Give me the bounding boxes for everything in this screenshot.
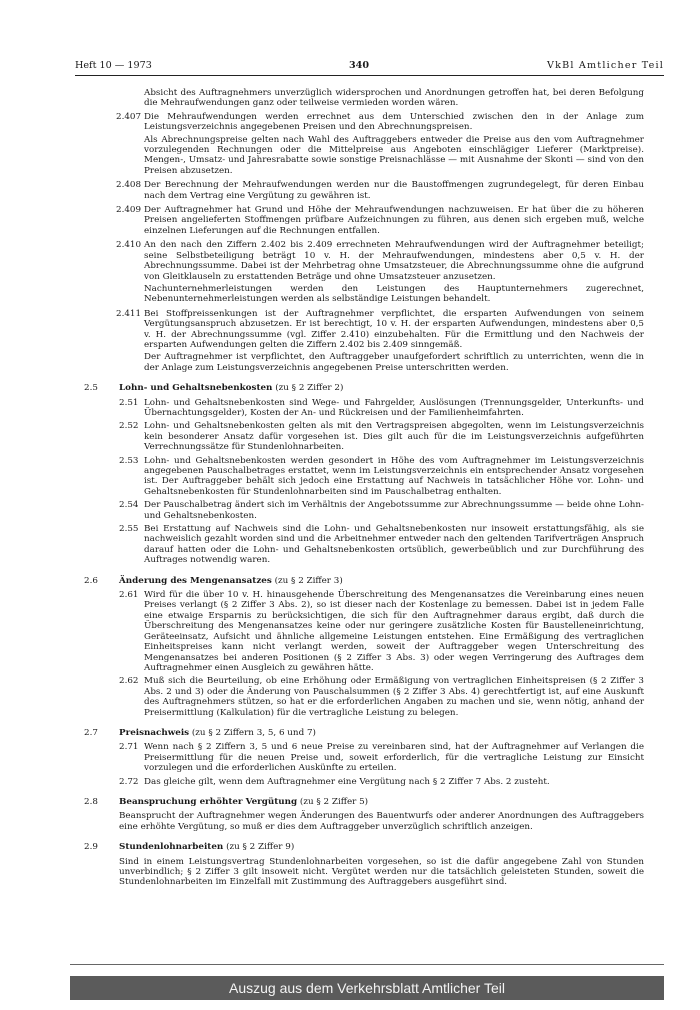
- footer-banner: Auszug aus dem Verkehrsblatt Amtlicher Teil: [70, 976, 664, 1000]
- section-number: 2.6: [84, 575, 98, 586]
- section-reference: (zu § 2 Ziffer 9): [226, 842, 295, 853]
- page-number: 340: [349, 60, 370, 71]
- clause-2409: [84, 205, 644, 236]
- clause-2407: [84, 112, 644, 176]
- section-title: Lohn- und Gehaltsnebenkosten: [119, 383, 273, 394]
- clause-number: 2.51: [119, 397, 139, 408]
- section-heading-2-5: [84, 383, 644, 393]
- clause-254: [84, 500, 644, 521]
- clause-number: 2.53: [119, 455, 139, 466]
- header-divider: [75, 75, 664, 76]
- clause-number: 2.411: [116, 308, 142, 319]
- clause-number: 2.407: [116, 111, 142, 122]
- clause-272: [84, 777, 644, 787]
- clause-261: [84, 590, 644, 673]
- clause-text: Wenn nach § 2 Ziffern 3, 5 und 6 neue Preise zu vereinbaren sind, hat der Auftragnehmer auf Verlangen die Preisermittlung für die neuen Preise und, soweit erforderlich, für die vertragliche Leistung zur Einsicht vorzulegen und die erforderlichen Auskünfte zu erteilen.: [144, 742, 644, 774]
- section-heading-2-9: [84, 842, 644, 852]
- clause-text: Der Berechnung der Mehraufwendungen werden nur die Baustoffmengen zugrundegelegt, für deren Einbau nach dem Vertrag eine Vergütung zu gewähren ist.: [144, 180, 644, 201]
- section-heading-2-7: [84, 728, 644, 738]
- clause-text: Wird für die über 10 v. H. hinausgehende Überschreitung des Mengenansatzes die Vereinbarung eines neuen Preises verlangt (§ 2 Ziffer 3 Abs. 2), so ist dieser nach der Kostenlage zu bemessen. Dabei ist in jedem Falle eine etwaige Ersparnis zu berücksichtigen, die sich für den Auftragnehmer daraus ergibt, daß durch die Überschreitung des Mengenansatzes keine oder nur geringere zusätzliche Kosten für Baustelleneinrichtung, Geräteeinsatz, Aufsicht und ähnliche allgemeine Leistungen entstehen. Eine Ermäßigung des vertraglichen Einheitspreises kann nicht verlangt werden, soweit der Auftraggeber wegen Unterschreitung des Mengenansatzes bei anderen Positionen (§ 2 Ziffer 3 Abs. 3) oder wegen Verringerung des Auftrages dem Auftragnehmer einen Ausgleich zu gewähren hätte.: [144, 590, 644, 673]
- clause-text: Das gleiche gilt, wenn dem Auftragnehmer eine Vergütung nach § 2 Ziffer 7 Abs. 2 zusteht.: [144, 776, 550, 787]
- clause-252: [84, 421, 644, 452]
- section-reference: (zu § 2 Ziffer 5): [299, 796, 369, 807]
- section-reference: (zu § 2 Ziffer 2): [275, 383, 344, 394]
- section-paragraph: Beansprucht der Auftragnehmer wegen Änderungen des Bauentwurfs oder anderer Anordnungen des Auftraggebers eine erhöhte Vergütung, so muß er dies dem Auftraggeber unverzüglich schriftlich anzeigen.: [119, 811, 644, 832]
- clause-number: 2.72: [119, 776, 139, 787]
- clause-number: 2.410: [116, 240, 142, 251]
- clause-text: Bei Erstattung auf Nachweis sind die Lohn- und Gehaltsnebenkosten nur insoweit erstattungsfähig, als sie nachweislich gezahlt worden sind und die Arbeitnehmer entweder nach den geltenden Tarifverträgen Anspruch darauf hatten oder die Lohn- und Gehaltsnebenkosten ortsüblich, gewerbeüblich und zur Durchführung des Auftrages notwendig waren.: [144, 524, 644, 566]
- clause-255: [84, 524, 644, 566]
- clause-number: 2.52: [119, 421, 139, 432]
- clause-text: Lohn- und Gehaltsnebenkosten gelten als mit den Vertragspreisen abgegolten, wenn im Leistungsverzeichnis kein besonderer Ansatz dafür vorgesehen ist. Dies gilt auch für die im Leistungsverzeichnis aufgeführten Verrechnungssätze für Stundenlohnarbeiten.: [144, 421, 644, 453]
- clause-number: 2.62: [119, 676, 139, 687]
- clause-text: Nachunternehmerleistungen werden den Leistungen des Hauptunternehmers zugerechnet, Nebenunternehmerleistungen werden als selbständige Leistungen behandelt.: [144, 283, 644, 305]
- section-title: Änderung des Mengenansatzes: [119, 575, 272, 586]
- clause-253: [84, 456, 644, 498]
- clause-2408: [84, 180, 644, 201]
- document-body: [84, 88, 644, 891]
- clause-text: Lohn- und Gehaltsnebenkosten sind Wege- und Fahrgelder, Auslösungen (Trennungsgelder, Unterkunfts- und Übernachtungsgelder), Kosten der An- und Rückreisen und der Familienheimfahrten.: [144, 397, 644, 418]
- clause-251: [84, 398, 644, 419]
- clause-text: Bei Stoffpreissenkungen ist der Auftragnehmer verpflichtet, die ersparten Aufwendungen von seinem Vergütungsanspruch abzusetzen. Er ist berechtigt, 10 v. H. der ersparten Aufwendungen, mindestens aber 0,5 v. H. der Abrechnungssumme (vgl. Ziffer 2.410) einzubehalten. Für die Ermittlung und den Nachweis der ersparten Aufwendungen gelten die Ziffern 2.402 bis 2.409 sinngemäß.: [144, 308, 644, 350]
- clause-number: 2.71: [119, 742, 139, 753]
- clause-text: Die Mehraufwendungen werden errechnet aus dem Unterschied zwischen den in der Anlage zum Leistungsverzeichnis angegebenen Preisen und den Abrechnungspreisen.: [144, 111, 644, 133]
- clause-text: An den nach den Ziffern 2.402 bis 2.409 errechneten Mehraufwendungen wird der Auftragnehmer beteiligt; seine Selbstbeteiligung beträgt 10 v. H. der Mehraufwendungen, mindestens aber 0,5 v. H. der Abrechnungssumme. Dabei ist der Mehrbetrag ohne Umsatzsteuer, die Abrechnungssumme ohne die aufgrund von Gleitklauseln zu erstattenden Beträge und ohne Umsatzsteuer anzusetzen.: [144, 240, 644, 282]
- clause-text: Als Abrechnungspreise gelten nach Wahl des Auftraggebers entweder die Preise aus den vom Auftragnehmer vorzulegenden Rechnungen oder die Mittelpreise aus Angeboten einschlägiger Lieferer (Marktpreise). Mengen-, Umsatz- und Jahresrabatte sowie sonstige Preisnachlässe — mit Ausnahme der Skonti — sind von den Preisen abzusetzen.: [144, 134, 644, 176]
- section-heading-2-8: [84, 797, 644, 807]
- clause-262: [84, 676, 644, 718]
- clause-number: 2.409: [116, 205, 142, 216]
- footer-divider: [70, 964, 664, 965]
- section-reference: (zu § 2 Ziffern 3, 5, 6 und 7): [191, 727, 316, 738]
- clause-number: 2.54: [119, 500, 139, 511]
- intro-paragraph: Absicht des Auftragnehmers unverzüglich widersprochen und Anordnungen getroffen hat, bei deren Befolgung die Mehraufwendungen ganz oder teilweise vermieden worden wären.: [144, 88, 644, 109]
- section-number: 2.7: [84, 727, 98, 738]
- clause-text: Der Auftragnehmer hat Grund und Höhe der Mehraufwendungen nachzuweisen. Er hat über die zu höheren Preisen angelieferten Stoffmengen prüfbare Aufzeichnungen zu führen, aus denen sich ergeben muß, welche einzelnen Lieferungen auf die Rechnungen entfallen.: [144, 205, 644, 236]
- clause-number: 2.61: [119, 590, 139, 601]
- clause-text: Der Auftragnehmer ist verpflichtet, den Auftraggeber unaufgefordert schriftlich zu unterrichten, wenn die in der Anlage zum Leistungsverzeichnis angegebenen Preise unterschritten werden.: [144, 352, 644, 373]
- section-title: Stundenlohnarbeiten: [119, 842, 224, 853]
- clause-2411: [84, 309, 644, 373]
- clause-number: 2.55: [119, 524, 139, 535]
- section-paragraph: Sind in einem Leistungsvertrag Stundenlohnarbeiten vorgesehen, so ist die dafür angegebene Zahl von Stunden unverbindlich; § 2 Ziffer 3 gilt insoweit nicht. Vergütet werden nur die tatsächlich geleisteten Stunden, soweit die Stundenlohnarbeiten im Einzelfall mit Zustimmung des Auftraggebers ausgeführt sind.: [119, 856, 644, 888]
- section-number: 2.8: [84, 796, 98, 807]
- clause-text: Lohn- und Gehaltsnebenkosten werden gesondert in Höhe des vom Auftragnehmer im Leistungsverzeichnis angegebenen Pauschalbetrages erstattet, wenn im Leistungsverzeichnis ein entsprechender Ansatz vorgesehen ist. Der Auftraggeber behält sich jedoch eine Erstattung auf Nachweis in tatsächlicher Höhe vor. Lohn- und Gehaltsnebenkosten für Stundenlohnarbeiten sind im Pauschalbetrag enthalten.: [144, 455, 644, 497]
- section-heading-2-6: [84, 576, 644, 586]
- section-title: Beanspruchung erhöhter Vergütung: [119, 796, 298, 807]
- publication-title: VkBl Amtlicher Teil: [546, 60, 664, 71]
- section-number: 2.9: [84, 842, 98, 853]
- clause-271: [84, 742, 644, 773]
- page-header: [75, 60, 664, 74]
- section-number: 2.5: [84, 383, 98, 394]
- clause-text: Der Pauschalbetrag ändert sich im Verhältnis der Angebotssumme zur Abrechnungssumme — beide ohne Lohn- und Gehaltsnebenkosten.: [144, 500, 644, 521]
- section-reference: (zu § 2 Ziffer 3): [274, 575, 343, 586]
- clause-2410: [84, 240, 644, 304]
- clause-number: 2.408: [116, 180, 142, 191]
- section-title: Preisnachweis: [119, 727, 190, 738]
- issue-label: Heft 10 — 1973: [75, 60, 152, 71]
- clause-text: Muß sich die Beurteilung, ob eine Erhöhung oder Ermäßigung von vertraglichen Einheitspreisen (§ 2 Ziffer 3 Abs. 2 und 3) oder die Änderung von Pauschalsummen (§ 2 Ziffer 3 Abs. 4) gerechtfertigt ist, auf eine Auskunft des Auftragnehmers stützen, so hat er die erforderlichen Angaben zu machen und sie, wenn nötig, anhand der Preisermittlung (Kalkulation) für die vertragliche Leistung zu belegen.: [144, 676, 644, 718]
